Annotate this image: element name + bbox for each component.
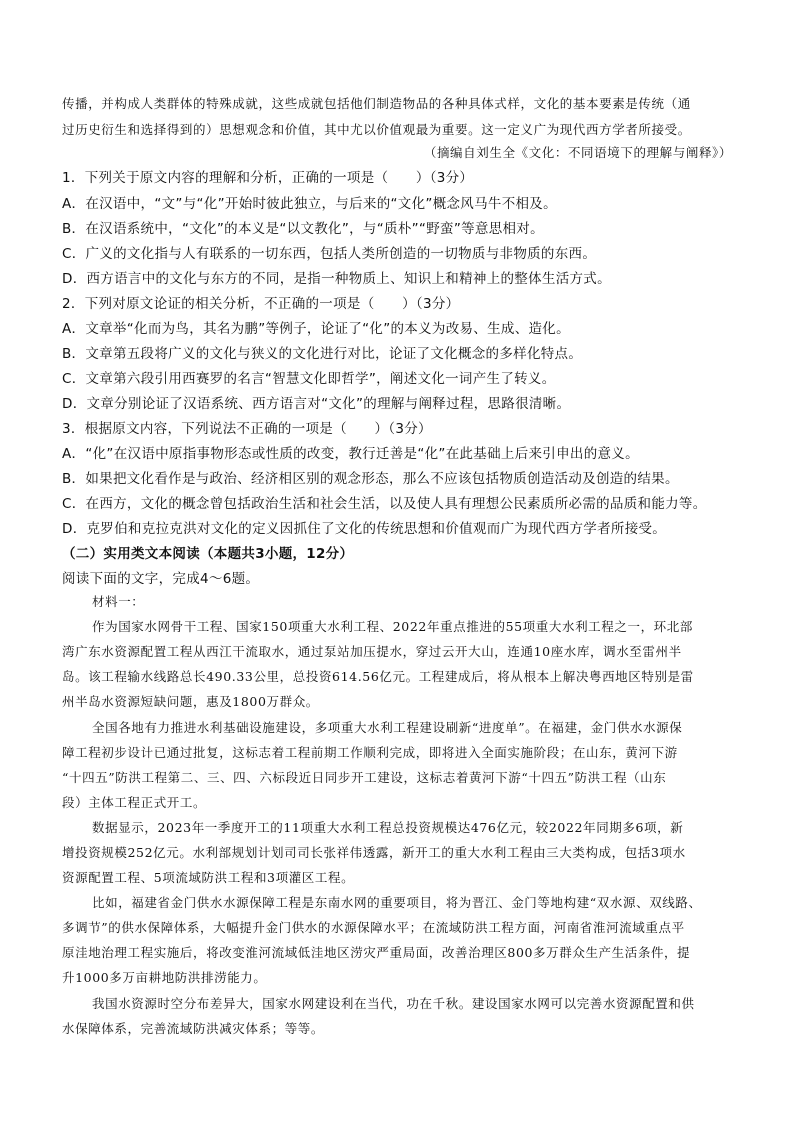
passage-top-line-1: 传播，并构成人类群体的特殊成就，这些成就包括他们制造物品的各种具体式样，文化的基本要素是传统（通 [62,96,691,111]
question-2-option-b: B．文章第五段将广义的文化与狭义的文化进行对比，论证了文化概念的多样化特点。 [62,346,583,362]
question-3-stem: 3．根据原文内容，下列说法不正确的一项是（ ）（3分） [62,421,432,437]
paragraph-1-line-2: 湾广东水资源配置工程从西江干流取水，通过泵站加压提水，穿过云开大山，连通10座水库，调水至雷州半 [62,644,682,659]
paragraph-2-line-1: 全国各地有力推进水利基础设施建设，多项重大水利工程建设刷新“进度单”。在福建，金门供水水源保 [92,720,683,735]
question-2-stem: 2．下列对原文论证的相关分析，不正确的一项是（ ）（3分） [62,296,460,312]
question-1-option-c: C．广义的文化指与人有联系的一切东西，包括人类所创造的一切物质与非物质的东西。 [62,246,597,262]
paragraph-4-line-3: 原洼地治理工程实施后，将改变淮河流域低洼地区涝灾严重局面，改善治理区800多万群众生产生活条件，提 [62,945,691,960]
question-3-option-b: B．如果把文化看作是与政治、经济相区别的观念形态，那么不应该包括物质创造活动及创造的结果。 [62,471,679,487]
paragraph-2-line-3: “十四五”防洪工程第二、三、四、六标段近日同步开工建设，这标志着黄河下游“十四五”防洪工程（山东 [62,770,667,785]
paragraph-2-line-2: 障工程初步设计已通过批复，这标志着工程前期工作顺利完成，即将进入全面实施阶段；在山东，黄河下游 [62,745,678,760]
paragraph-3-line-3: 资源配置工程、5项流域防洪工程和3项灌区工程。 [62,870,355,885]
reading-instruction: 阅读下面的文字，完成4～6题。 [62,571,260,587]
paragraph-1-line-1: 作为国家水网骨干工程、国家150项重大水利工程、2022年重点推进的55项重大水利工程之一，环北部 [92,619,693,634]
question-1-option-b: B．在汉语系统中，“文化”的本义是“以文教化”，与“质朴”“野蛮”等意思相对。 [62,221,544,237]
material-label: 材料一： [92,594,145,609]
paragraph-3-line-2: 增投资规模252亿元。水利部规划计划司司长张祥伟透露，新开工的重大水利工程由三大类构成，包括3项水 [62,845,686,860]
paragraph-3-line-1: 数据显示，2023年一季度开工的11项重大水利工程总投资规模达476亿元，较2022年同期多6项，新 [92,820,684,835]
section-heading: （二）实用类文本阅读（本题共3小题，12分） [62,546,354,562]
question-2-option-d: D．文章分别论证了汉语系统、西方语言对“文化”的理解与阐释过程，思路很清晰。 [62,396,571,412]
question-3-option-d: D．克罗伯和克拉克洪对文化的定义因抓住了文化的传统思想和价值观而广为现代西方学者所接受。 [62,521,667,537]
question-1-option-a: A．在汉语中，“文”与“化”开始时彼此独立，与后来的“文化”概念风马牛不相及。 [62,196,557,212]
passage-top-line-2: 过历史衍生和选择得到的）思想观念和价值，其中尤以价值观最为重要。这一定义广为现代西方学者所接受。 [62,122,691,137]
question-3-option-a: A．“化”在汉语中原指事物形态或性质的改变，教行迁善是“化”在此基础上后来引申出的意义。 [62,446,639,462]
paragraph-4-line-1: 比如，福建省金门供水水源保障工程是东南水网的重要项目，将为晋江、金门等地构建“双水源、双线路、 [92,895,702,910]
paragraph-4-line-2: 多调节”的供水保障体系，大幅提升金门供水的水源保障水平；在流域防洪工程方面，河南省淮河流域重点平 [62,920,685,935]
question-2-option-a: A．文章举“化而为鸟，其名为鹏”等例子，论证了“化”的本义为改易、生成、造化。 [62,321,570,337]
passage-source: （摘编自刘生全《文化：不同语境下的理解与阐释》） [423,145,732,160]
question-1-stem: 1．下列关于原文内容的理解和分析，正确的一项是（ ）（3分） [62,170,474,186]
paragraph-1-line-3: 岛。该工程输水线路总长490.33公里，总投资614.56亿元。工程建成后，将从根本上解决粤西地区特别是雷 [62,669,694,684]
question-1-option-d: D．西方语言中的文化与东方的不同，是指一种物质上、知识上和精神上的整体生活方式。 [62,271,611,287]
question-2-option-c: C．文章第六段引用西赛罗的名言“智慧文化即哲学”，阐述文化一词产生了转义。 [62,371,556,387]
paragraph-5-line-2: 水保障体系，完善流域防洪减灾体系；等等。 [62,1021,325,1036]
paragraph-5-line-1: 我国水资源时空分布差异大，国家水网建设利在当代，功在千秋。建设国家水网可以完善水资源配置和供 [92,996,695,1011]
question-3-option-c: C．在西方，文化的概念曾包括政治生活和社会生活，以及使人具有理想公民素质所必需的品质和能力等。 [62,496,707,512]
paragraph-4-line-4: 升1000多万亩耕地防洪排涝能力。 [62,970,267,985]
paragraph-2-line-4: 段）主体工程正式开工。 [62,795,207,810]
paragraph-1-line-4: 州半岛水资源短缺问题，惠及1800万群众。 [62,694,319,709]
